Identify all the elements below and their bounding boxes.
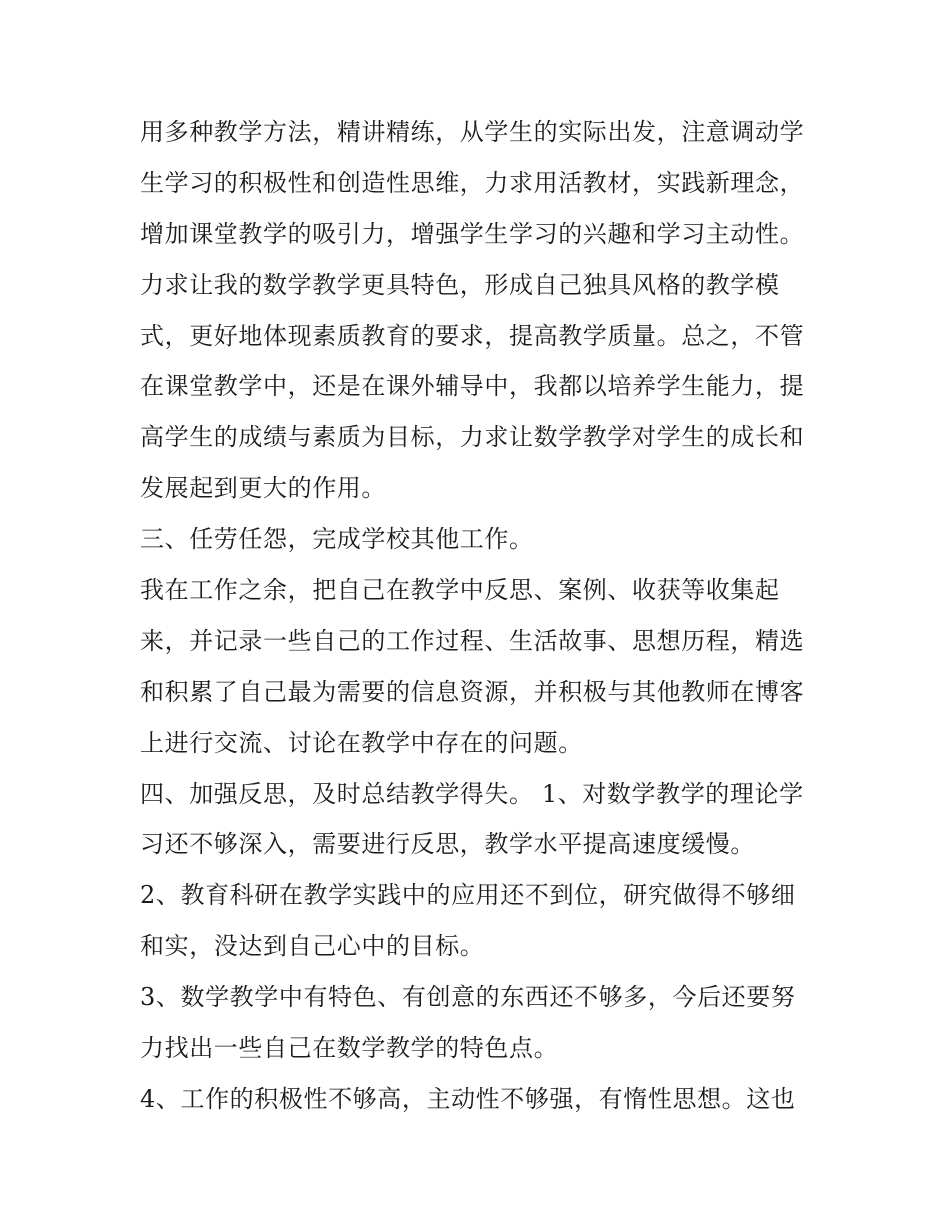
text-line: 高学生的成绩与素质为目标，力求让数学教学对学生的成长和 <box>140 423 805 452</box>
text-line: 我在工作之余，把自己在教学中反思、案例、收获等收集起 <box>140 576 780 605</box>
section-heading-3: 三、任劳任怨，完成学校其他工作。 <box>140 525 534 554</box>
list-item-3: 3、数学教学中有特色、有创意的东西还不够多，今后还要努 <box>140 983 796 1012</box>
text-line: 增加课堂教学的吸引力，增强学生学习的兴趣和学习主动性。 <box>140 219 805 248</box>
text-line: 习还不够深入，需要进行反思，教学水平提高速度缓慢。 <box>140 830 755 859</box>
text-line: 在课堂教学中，还是在课外辅导中，我都以培养学生能力，提 <box>140 372 805 401</box>
text-line: 用多种教学方法，精讲精练，从学生的实际出发，注意调动学 <box>140 118 805 146</box>
list-item-4: 4、工作的积极性不够高，主动性不够强，有惰性思想。这也 <box>140 1084 796 1113</box>
text-line: 和实，没达到自己心中的目标。 <box>140 932 485 961</box>
list-item-2: 2、教育科研在教学实践中的应用还不到位，研究做得不够细 <box>140 881 796 910</box>
text-line: 力求让我的数学教学更具特色，形成自己独具风格的教学模 <box>140 270 780 299</box>
text-line: 来，并记录一些自己的工作过程、生活故事、思想历程，精选 <box>140 626 805 655</box>
text-line: 发展起到更大的作用。 <box>140 474 386 503</box>
text-line: 力找出一些自己在数学教学的特色点。 <box>140 1034 559 1063</box>
text-line: 和积累了自己最为需要的信息资源，并积极与其他教师在博客 <box>140 677 805 706</box>
text-line: 式，更好地体现素质教育的要求，提高教学质量。总之，不管 <box>140 321 805 350</box>
text-line: 生学习的积极性和创造性思维，力求用活教材，实践新理念， <box>140 168 805 197</box>
section-heading-4: 四、加强反思，及时总结教学得失。 1、对数学教学的理论学 <box>140 779 804 808</box>
text-line: 上进行交流、讨论在教学中存在的问题。 <box>140 728 583 757</box>
body-text <box>140 107 820 1125</box>
